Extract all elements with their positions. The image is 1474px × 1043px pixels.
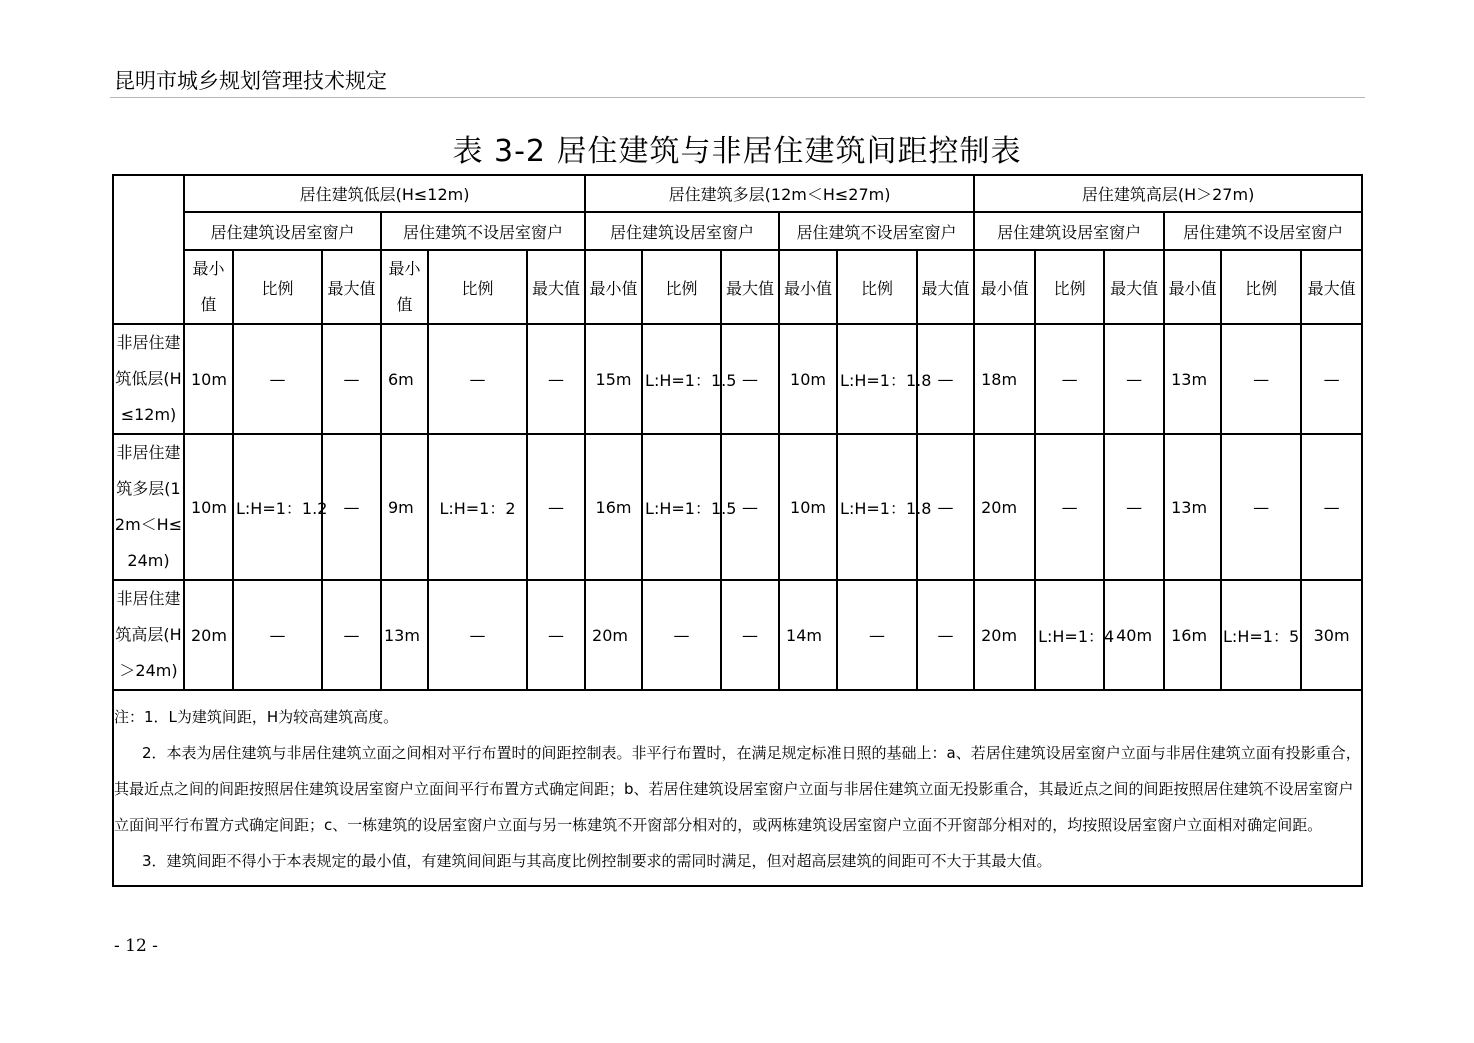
- col-header-ratio: 比例: [1035, 250, 1104, 324]
- table-cell: —: [1301, 324, 1362, 434]
- notes-cell: [113, 690, 1362, 886]
- table-cell: L:H=1：4: [1035, 580, 1104, 690]
- table-cell: 20m: [974, 434, 1035, 580]
- table-cell: —: [1221, 324, 1301, 434]
- notes-row: [113, 690, 1362, 886]
- col-header-ratio: 比例: [428, 250, 527, 324]
- table-cell: —: [837, 580, 917, 690]
- spacing-table: [112, 174, 1363, 887]
- table-cell: 16m: [585, 434, 642, 580]
- table-cell: —: [527, 580, 585, 690]
- table-cell: 9m: [381, 434, 428, 580]
- table-cell: —: [322, 324, 381, 434]
- col-header-ratio: 比例: [837, 250, 917, 324]
- table-cell: 18m: [974, 324, 1035, 434]
- note-3: [114, 843, 1361, 879]
- table-cell: —: [428, 324, 527, 434]
- group-header: 居住建筑高层(H＞27m): [974, 175, 1362, 212]
- table-cell: 10m: [184, 324, 233, 434]
- table-cell: —: [322, 580, 381, 690]
- table-cell: L:H=1：1.5: [642, 324, 721, 434]
- table-cell: —: [917, 580, 974, 690]
- subgroup-header: 居住建筑不设居室窗户: [1164, 212, 1362, 250]
- col-header-max: 最大值: [527, 250, 585, 324]
- note-3-text: 3．建筑间距不得小于本表规定的最小值，有建筑间间距与其高度比例控制要求的需同时满足，但对超高层建筑的间距可不大于其最大值。: [142, 852, 1052, 870]
- col-header-max: 最大值: [721, 250, 779, 324]
- col-header-max: 最大值: [1104, 250, 1164, 324]
- table-cell: —: [721, 324, 779, 434]
- table-cell: 10m: [779, 434, 837, 580]
- col-header-ratio: 比例: [1221, 250, 1301, 324]
- col-header-max: 最大值: [1301, 250, 1362, 324]
- header-row-columns: [113, 250, 1362, 324]
- table-cell: —: [1104, 434, 1164, 580]
- col-header-max: 最大值: [917, 250, 974, 324]
- col-header-ratio: 比例: [642, 250, 721, 324]
- table-cell: 6m: [381, 324, 428, 434]
- col-header-ratio: 比例: [233, 250, 322, 324]
- table-cell: —: [642, 580, 721, 690]
- table-cell: —: [917, 324, 974, 434]
- table-row: [113, 434, 1362, 580]
- row-label: 非居住建筑高层(H＞24m): [113, 580, 184, 690]
- note-2: [114, 735, 1361, 843]
- col-header-max: 最大值: [322, 250, 381, 324]
- table-cell: —: [917, 434, 974, 580]
- table-cell: 10m: [779, 324, 837, 434]
- note-1: 注：1．L为建筑间距，H为较高建筑高度。: [114, 708, 399, 726]
- subgroup-header: 居住建筑设居室窗户: [585, 212, 779, 250]
- col-header-min: 最小值: [974, 250, 1035, 324]
- table-row: [113, 324, 1362, 434]
- header-rule: [110, 97, 1365, 98]
- table-cell: L:H=1：1.8: [837, 434, 917, 580]
- table-row: [113, 580, 1362, 690]
- table-cell: L:H=1：5: [1221, 580, 1301, 690]
- header-row-groups: [113, 175, 1362, 212]
- table-cell: 16m: [1164, 580, 1221, 690]
- table-cell: —: [721, 434, 779, 580]
- col-header-min: 最小值: [585, 250, 642, 324]
- table-cell: 40m: [1104, 580, 1164, 690]
- table-cell: L:H=1：2: [428, 434, 527, 580]
- table-cell: L:H=1：1.8: [837, 324, 917, 434]
- table-cell: —: [1035, 434, 1104, 580]
- subgroup-header: 居住建筑不设居室窗户: [779, 212, 974, 250]
- corner-cell: [113, 175, 184, 324]
- table-cell: —: [233, 324, 322, 434]
- group-header: 居住建筑低层(H≤12m): [184, 175, 585, 212]
- table-cell: 20m: [184, 580, 233, 690]
- table-cell: 15m: [585, 324, 642, 434]
- col-header-min: 最小值: [381, 250, 428, 324]
- col-header-min: 最小值: [779, 250, 837, 324]
- table-cell: 13m: [1164, 324, 1221, 434]
- table-cell: L:H=1：1.5: [642, 434, 721, 580]
- table-cell: 30m: [1301, 580, 1362, 690]
- table-cell: 20m: [974, 580, 1035, 690]
- row-label: 非居住建筑多层(12m＜H≤24m): [113, 434, 184, 580]
- col-header-min: 最小值: [184, 250, 233, 324]
- table-cell: 13m: [381, 580, 428, 690]
- table-cell: —: [428, 580, 527, 690]
- table-title: 表 3-2 居住建筑与非居住建筑间距控制表: [452, 134, 1022, 169]
- table-cell: —: [527, 434, 585, 580]
- table-cell: 20m: [585, 580, 642, 690]
- table-cell: 10m: [184, 434, 233, 580]
- table-cell: 13m: [1164, 434, 1221, 580]
- table-cell: —: [721, 580, 779, 690]
- table-cell: —: [1221, 434, 1301, 580]
- table-cell: —: [322, 434, 381, 580]
- subgroup-header: 居住建筑设居室窗户: [974, 212, 1164, 250]
- header-row-subgroups: [113, 212, 1362, 250]
- col-header-min: 最小值: [1164, 250, 1221, 324]
- subgroup-header: 居住建筑不设居室窗户: [381, 212, 585, 250]
- table-cell: L:H=1：1.2: [233, 434, 322, 580]
- table-cell: —: [1104, 324, 1164, 434]
- subgroup-header: 居住建筑设居室窗户: [184, 212, 381, 250]
- table-cell: —: [1035, 324, 1104, 434]
- table-cell: 14m: [779, 580, 837, 690]
- table-cell: —: [527, 324, 585, 434]
- note-2-text: 2．本表为居住建筑与非居住建筑立面之间相对平行布置时的间距控制表。非平行布置时，在满足规定标准日照的基础上：a、若居住建筑设居室窗户立面与非居住建筑立面有投影重合，其最近点之间的间距按照居住建筑设居室窗户立面间平行布置方式确定间距；b、若居住建筑设居室窗户立面与非居住建筑立面无投影重合，其最近点之间的间距按照居住建筑不设居室窗户立面间平行布置方式确定间距；c、一栋建筑的设居室窗户立面与另一栋建筑不开窗部分相对的，或两栋建筑设居室窗户立面不开窗部分相对的，均按照设居室窗户立面相对确定间距。: [114, 744, 1361, 834]
- table-cell: —: [1301, 434, 1362, 580]
- row-label: 非居住建筑低层(H≤12m): [113, 324, 184, 434]
- document-header: 昆明市城乡规划管理技术规定: [114, 69, 387, 93]
- group-header: 居住建筑多层(12m＜H≤27m): [585, 175, 974, 212]
- table-cell: —: [233, 580, 322, 690]
- page-number: - 12 -: [114, 936, 158, 956]
